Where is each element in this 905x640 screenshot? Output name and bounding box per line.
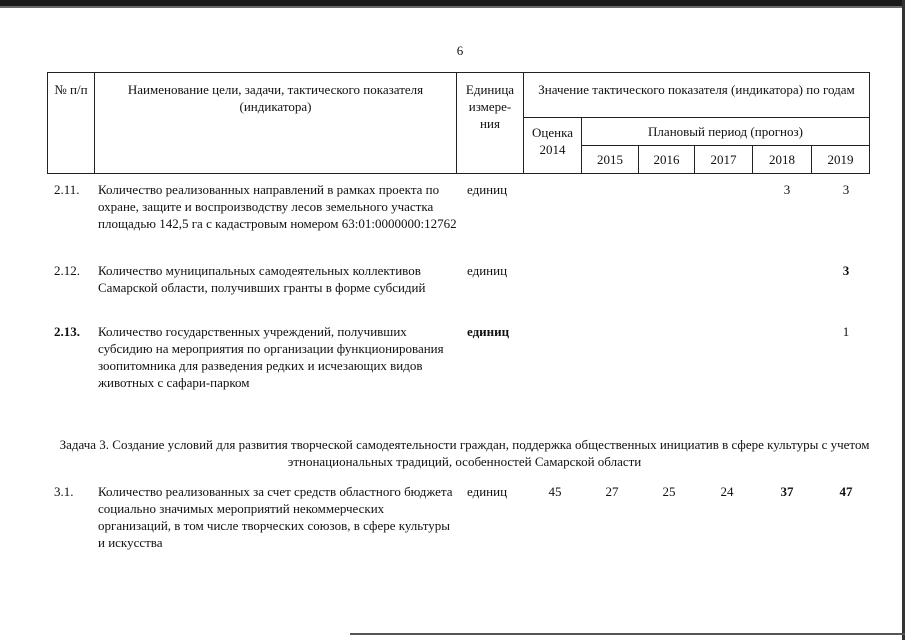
row-value-2015: 27 [605, 484, 619, 499]
row-unit: единиц [467, 324, 510, 339]
task-3-heading: Задача 3. Создание условий для развития творческой самодеятельности граждан, поддержка общественных инициатив в сфере культуры с учетом этнонациональных традиций, особенностей Самарской области [59, 437, 870, 469]
row-number: 2.12. [54, 263, 80, 278]
row-value-2017: 24 [720, 484, 734, 499]
row-name: Количество государственных учреждений, получивших субсидию на мероприятия по организации функционирования зоопитомника для разведения редких и исчезающих видов животных с сафари-парком [98, 324, 444, 390]
row-unit: единиц [467, 263, 508, 278]
row-value-2014: 45 [548, 484, 562, 499]
row-unit: единиц [467, 484, 508, 499]
row-value-2019: 3 [842, 182, 850, 197]
header-col-num: № п/п [48, 73, 95, 174]
row-name: Количество муниципальных самодеятельных коллективов Самарской области, получивших гранты в форме субсидий [98, 263, 426, 295]
header-year-2017: 2017 [695, 146, 753, 174]
row-value-2019: 47 [839, 484, 853, 499]
row-value-2019: 3 [842, 263, 850, 278]
header-col-plan: Плановый период (прогноз) [582, 118, 870, 146]
header-col-values: Значение тактического показателя (индикатора) по годам [524, 73, 870, 118]
header-year-2019: 2019 [812, 146, 870, 174]
page-number: 6 [456, 43, 464, 58]
scan-bottom-border [350, 633, 905, 635]
row-number: 2.11. [54, 182, 80, 197]
indicator-table-header [47, 72, 870, 174]
row-name: Количество реализованных направлений в рамках проекта по охране, защите и воспроизводству лесов земельного участка площадью 142,5 га с кадастровым номером 63:01:0000000:12762 [98, 182, 457, 231]
row-name: Количество реализованных за счет средств областного бюджета социально значимых мероприятий некоммерческих организаций, в том числе творческих союзов, в сфере культуры и искусства [98, 484, 453, 550]
row-value-2018: 3 [783, 182, 791, 197]
row-value-2018: 37 [780, 484, 794, 499]
scan-top-border-shadow [0, 6, 905, 8]
header-col-name: Наименование цели, задачи, тактического показателя (индикатора) [95, 73, 457, 174]
header-year-2015: 2015 [582, 146, 639, 174]
row-unit: единиц [467, 182, 508, 197]
row-number: 2.13. [54, 324, 80, 339]
header-year-2016: 2016 [639, 146, 695, 174]
header-col-estimate: Оценка 2014 [524, 118, 582, 174]
row-number: 3.1. [54, 484, 74, 499]
header-year-2018: 2018 [753, 146, 812, 174]
row-value-2019: 1 [842, 324, 850, 339]
header-col-unit: Единица измере-ния [457, 73, 524, 174]
row-value-2016: 25 [662, 484, 676, 499]
